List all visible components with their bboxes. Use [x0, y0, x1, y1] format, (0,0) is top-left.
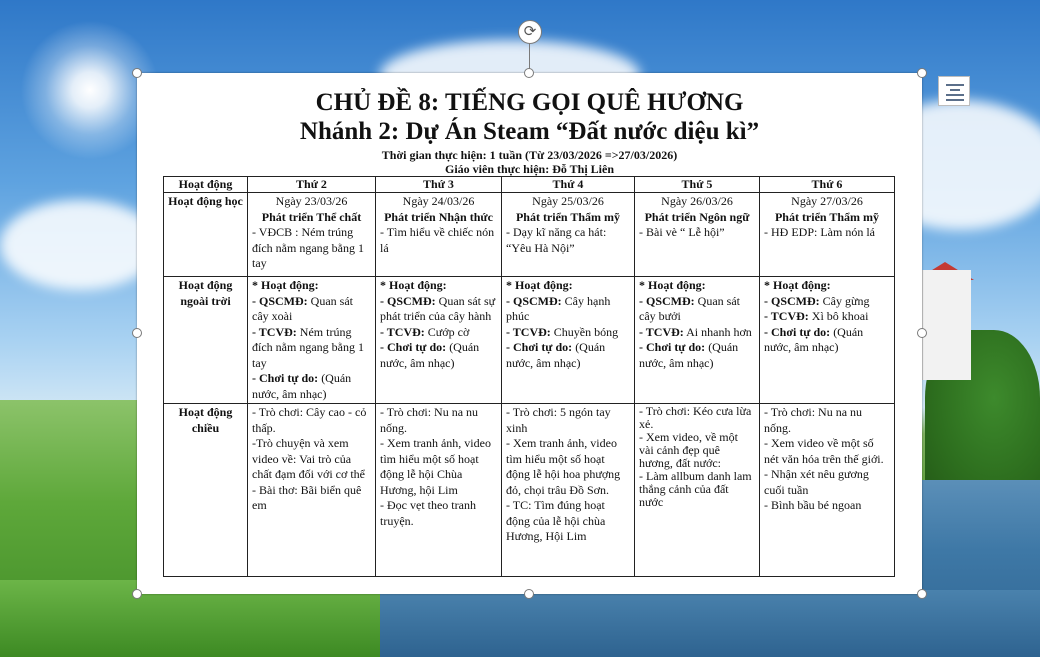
qscmd-label: - QSCMĐ: — [506, 293, 562, 308]
resize-handle-top-right[interactable] — [917, 68, 927, 78]
resize-handle-top-left[interactable] — [132, 68, 142, 78]
resize-handle-bottom-left[interactable] — [132, 589, 142, 599]
table-cell — [635, 193, 760, 277]
table-cell — [248, 277, 376, 404]
table-cell — [376, 193, 502, 277]
cell-text: - Trò chơi: Nu na nu nống. — [380, 405, 479, 435]
cell-text: - HĐ EDP: Làm nón lá — [764, 225, 875, 239]
table-cell — [502, 404, 635, 577]
cell-date: Ngày 26/03/26 — [661, 194, 733, 208]
table-cell — [635, 277, 760, 404]
table-header: Thứ 3 — [376, 177, 502, 193]
qscmd-text: Quan sát cây xoài — [252, 293, 353, 323]
tcvd-text: Ai nhanh hơn — [683, 324, 752, 339]
background-water — [380, 590, 1040, 657]
free-play-text: (Quán nước, âm nhạc) — [380, 340, 480, 370]
tcvd-label: - TCVĐ: — [380, 324, 425, 339]
table-cell — [760, 277, 895, 404]
cell-text: - Nhận xét nêu gương cuối tuần — [764, 467, 869, 497]
cell-date: Ngày 23/03/26 — [275, 194, 348, 208]
slide-time: Thời gian thực hiện: 1 tuần (Từ 23/03/2026 =>27/03/2026) — [381, 148, 678, 162]
table-cell — [502, 277, 635, 404]
table-cell — [760, 404, 895, 577]
cell-area: Phát triển Thẩm mỹ — [515, 209, 621, 224]
table-cell — [376, 277, 502, 404]
cell-text: - Làm allbum danh lam thắng cảnh của đất nước — [639, 469, 752, 509]
cell-text: - Bài vè “ Lễ hội” — [639, 225, 725, 239]
cell-date: Ngày 25/03/26 — [532, 194, 604, 208]
cell-area: Phát triển Thẩm mỹ — [774, 209, 880, 224]
schedule-table — [163, 176, 895, 577]
tcvd-text: Chuyền bóng — [550, 324, 619, 339]
cell-text: - Trò chơi: Nu na nu nống. — [764, 405, 863, 435]
cell-text: - Bài thơ: Bãi biển quê em — [252, 482, 362, 512]
cell-text: - Trò chơi: Kéo cưa lừa xẻ. — [639, 404, 752, 431]
table-cell — [502, 193, 635, 277]
cell-text: - Tìm hiểu về chiếc nón lá — [380, 225, 495, 255]
cell-activity-heading: * Hoạt động: — [252, 278, 319, 292]
cell-text: - Trò chơi: 5 ngón tay xinh — [506, 405, 611, 435]
resize-handle-bottom[interactable] — [524, 589, 534, 599]
table-row — [164, 404, 895, 577]
cell-text: - Dạy kĩ năng ca hát: “Yêu Hà Nội” — [506, 225, 607, 255]
table-cell — [760, 193, 895, 277]
tcvd-label: - TCVĐ: — [506, 324, 551, 339]
table-cell — [248, 404, 376, 577]
slide-title: CHỦ ĐỀ 8: TIẾNG GỌI QUÊ HƯƠNG — [315, 89, 744, 116]
free-play-label: - Chơi tự do: — [639, 340, 706, 354]
table-header: Thứ 4 — [502, 177, 635, 193]
cell-text: - Trò chơi: Cây cao - cỏ thấp. — [252, 405, 367, 435]
qscmd-label: - QSCMĐ: — [764, 293, 820, 308]
resize-handle-right[interactable] — [917, 328, 927, 338]
tcvd-text: Cướp cờ — [424, 324, 470, 339]
row-label: Hoạt động chiều — [164, 404, 248, 577]
table-header: Thứ 5 — [635, 177, 760, 193]
free-play-text: (Quán nước, âm nhạc) — [506, 340, 606, 370]
table-cell — [635, 404, 760, 577]
qscmd-text: Quan sát cây bưởi — [639, 293, 740, 323]
table-header-row — [164, 177, 895, 193]
slide-teacher: Giáo viên thực hiện: Đỗ Thị Liên — [444, 162, 614, 176]
free-play-text: (Quán nước, âm nhạc) — [764, 324, 864, 354]
tcvd-text: Ném trúng đích nằm ngang bằng 1 tay — [252, 324, 364, 370]
table-cell — [248, 193, 376, 277]
cell-area: Phát triển Ngôn ngữ — [644, 209, 750, 224]
cell-area: Phát triển Nhận thức — [384, 209, 493, 224]
layout-options-icon[interactable] — [938, 76, 970, 106]
cell-area: Phát triển Thể chất — [261, 209, 362, 224]
free-play-label: - Chơi tự do: — [764, 324, 831, 339]
slide-subtitle: Nhánh 2: Dự Án Steam “Đất nước diệu kì” — [299, 118, 760, 145]
cell-text: -Trò chuyện và xem video về: Vai trò của chất đạm đối với cơ thể — [252, 436, 365, 481]
tcvd-label: - TCVĐ: — [764, 309, 809, 323]
cell-text: - Xem tranh ảnh, video tìm hiểu một số hoạt động lễ hội Chùa Hương, hội Lim — [380, 436, 491, 497]
cell-text: - VĐCB : Ném trúng đích nằm ngang bằng 1 tay — [252, 225, 364, 270]
selected-image[interactable] — [137, 73, 922, 594]
qscmd-text: Cây gừng — [822, 293, 870, 308]
tcvd-label: - TCVĐ: — [639, 324, 684, 339]
row-label: Hoạt động học — [164, 193, 248, 277]
rotate-icon[interactable]: ⟳ — [518, 20, 542, 44]
table-row — [164, 277, 895, 404]
table-header: Thứ 2 — [248, 177, 376, 193]
cell-activity-heading: * Hoạt động: — [506, 278, 573, 292]
cell-text: - Xem video về một số nét văn hóa trên thế giới. — [764, 436, 884, 466]
background-house — [922, 270, 971, 380]
cell-text: - Xem tranh ảnh, video tìm hiểu một số hoạt động lễ hội hoa phượng đỏ, chọi trâu Đồ Sơn. — [506, 436, 621, 497]
free-play-text: (Quán nước, âm nhạc) — [252, 371, 352, 401]
cell-text: - Đọc vẹt theo tranh truyện. — [380, 498, 476, 528]
free-play-text: (Quán nước, âm nhạc) — [639, 340, 739, 370]
table-row — [164, 193, 895, 277]
resize-handle-left[interactable] — [132, 328, 142, 338]
cell-activity-heading: * Hoạt động: — [764, 278, 831, 292]
cell-text: - TC: Tìm đúng hoạt động của lễ hội chùa Hương, Hội Lim — [506, 498, 606, 543]
cell-text: - Xem video, về một vài cảnh đẹp quê hương, đất nước: — [639, 430, 738, 470]
qscmd-label: - QSCMĐ: — [380, 293, 436, 308]
table-cell — [376, 404, 502, 577]
resize-handle-top[interactable] — [524, 68, 534, 78]
table-header: Thứ 6 — [760, 177, 895, 193]
qscmd-label: - QSCMĐ: — [252, 293, 308, 308]
free-play-label: - Chơi tự do: — [380, 340, 447, 354]
qscmd-text: Quan sát sự phát triển của cây hành — [380, 293, 496, 323]
free-play-label: - Chơi tự do: — [506, 340, 573, 354]
qscmd-text: Cây hạnh phúc — [506, 293, 611, 323]
table-header: Hoạt động — [164, 177, 248, 193]
cell-text: - Bình bầu bé ngoan — [764, 498, 862, 512]
cell-activity-heading: * Hoạt động: — [380, 278, 447, 292]
tcvd-text: Xì bô khoai — [808, 309, 869, 323]
free-play-label: - Chơi tự do: — [252, 371, 319, 385]
cell-date: Ngày 24/03/26 — [402, 194, 475, 208]
background-cloud — [0, 200, 160, 290]
cell-activity-heading: * Hoạt động: — [639, 278, 706, 292]
qscmd-label: - QSCMĐ: — [639, 293, 695, 308]
tcvd-label: - TCVĐ: — [252, 324, 297, 339]
row-label: Hoạt động ngoài trời — [164, 277, 248, 404]
cell-date: Ngày 27/03/26 — [791, 194, 863, 208]
resize-handle-bottom-right[interactable] — [917, 589, 927, 599]
